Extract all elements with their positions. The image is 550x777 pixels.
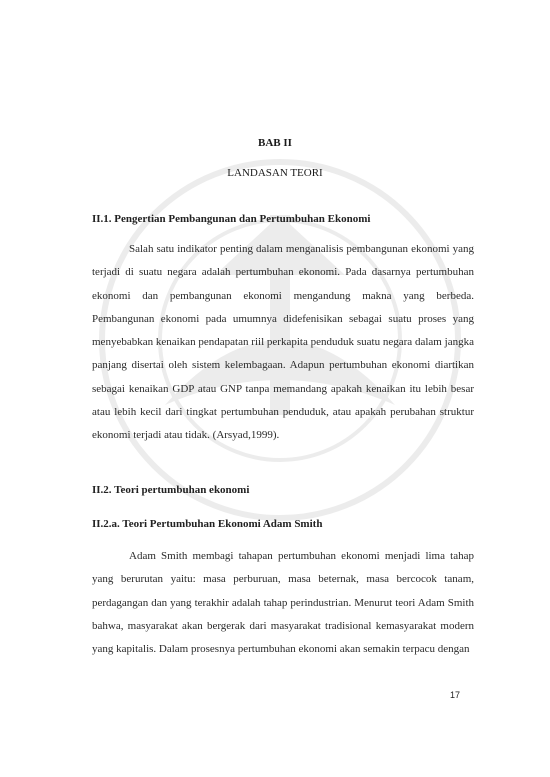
section-paragraph-1: Salah satu indikator penting dalam menganalisis pembangunan ekonomi yang terjadi di suatu negara adalah pertumbuhan ekonomi. Pada dasarnya pertumbuhan ekonomi dan pembangunan ekonomi mengandung makna yang berbeda. Pembangunan ekonomi pada umumnya didefenisikan sebagai suatu proses yang menyebabkan kenaikan pendapatan riil perkapita penduduk suatu negara dalam jangka panjang disertai oleh sistem kelembagaan. Adapun pertumbuhan ekonomi diartikan sebagai kenaikan GDP atau GNP tanpa memandang apakah kenaikan itu lebih besar atau lebih kecil dari tingkat pertumbuhan penduduk, atau apakah perubahan struktur ekonomi terjadi atau tidak. (Arsyad,1999). (92, 243, 474, 442)
section-heading-2a: II.2.a. Teori Pertumbuhan Ekonomi Adam Smith (92, 518, 323, 530)
chapter-title: LANDASAN TEORI (227, 167, 323, 179)
page-number: 17 (449, 690, 460, 700)
chapter-number: BAB II (258, 137, 292, 149)
section-heading-2: II.2. Teori pertumbuhan ekonomi (92, 484, 250, 496)
section-heading-1: II.1. Pengertian Pembangunan dan Pertumbuhan Ekonomi (92, 213, 371, 225)
section-paragraph-2a: Adam Smith membagi tahapan pertumbuhan ekonomi menjadi lima tahap yang berurutan yaitu: masa perburuan, masa beternak, masa bercocok tanam, perdagangan dan yang terakhir adalah tahap perindustrian. Menurut teori Adam Smith bahwa, masyarakat akan bergerak dari masyarakat tradisional kemasyarakat modern yang kapitalis. Dalam prosesnya pertumbuhan ekonomi akan semakin terpacu dengan (92, 550, 474, 656)
